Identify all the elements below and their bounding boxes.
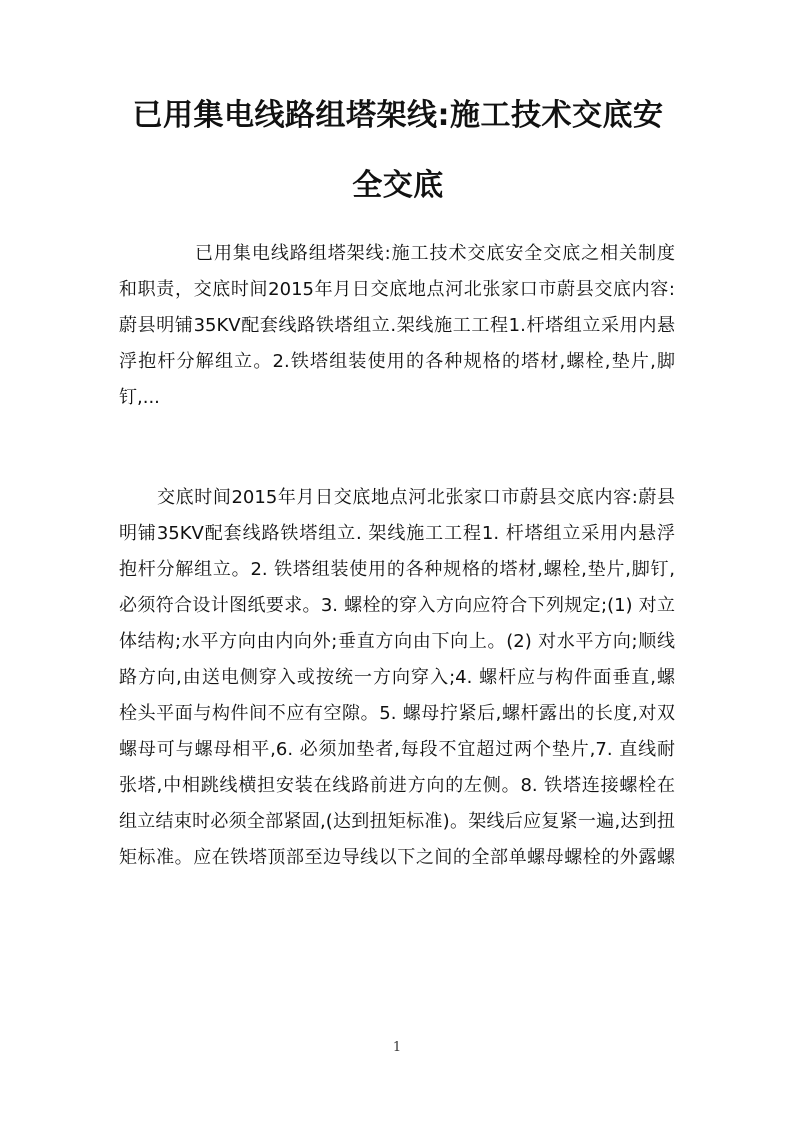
paragraph-line: 路方向,由送电侧穿入或按统一方向穿入;4. 螺杆应与构件面垂直,螺 [119,667,675,688]
document-title-line-1: 已用集电线路组塔架线:施工技术交底安 [132,98,664,133]
paragraph-line: 必须符合设计图纸要求。3. 螺栓的穿入方向应符合下列规定;(1) 对立 [119,595,675,616]
paragraph-line: 交底时间2015年月日交底地点河北张家口市蔚县交底内容:蔚县 [157,487,675,508]
paragraph-line: 蔚县明铺35KV配套线路铁塔组立.架线施工工程1.杆塔组立采用内悬 [119,315,675,336]
paragraph-line: 张塔,中相跳线横担安装在线路前进方向的左侧。8. 铁塔连接螺栓在 [119,775,675,796]
paragraph-line: 矩标准。应在铁塔顶部至边导线以下之间的全部单螺母螺栓的外露螺 [119,847,675,868]
body-paragraph [119,480,675,876]
paragraph-line: 栓头平面与构件间不应有空隙。5. 螺母拧紧后,螺杆露出的长度,对双 [119,703,675,724]
summary-paragraph [119,236,675,416]
paragraph-line: 螺母可与螺母相平,6. 必须加垫者,每段不宜超过两个垫片,7. 直线耐 [119,739,675,760]
paragraph-line: 抱杆分解组立。2. 铁塔组装使用的各种规格的塔材,螺栓,垫片,脚钉, [119,559,675,580]
paragraph-line: 明铺35KV配套线路铁塔组立. 架线施工工程1. 杆塔组立采用内悬浮 [119,523,675,544]
page-number: 1 [392,1040,402,1055]
paragraph-line: 浮抱杆分解组立。2.铁塔组装使用的各种规格的塔材,螺栓,垫片,脚 [119,351,675,372]
paragraph-line: 已用集电线路组塔架线:施工技术交底安全交底之相关制度 [195,243,675,264]
paragraph-line: 和职责，交底时间2015年月日交底地点河北张家口市蔚县交底内容: [119,279,675,300]
paragraph-line: 组立结束时必须全部紧固,(达到扭矩标准)。架线后应复紧一遍,达到扭 [119,811,675,832]
paragraph-line: 钉,... [119,387,160,408]
paragraph-line: 体结构;水平方向由内向外;垂直方向由下向上。(2) 对水平方向;顺线 [119,631,675,652]
document-title-line-2: 全交底 [352,168,444,203]
